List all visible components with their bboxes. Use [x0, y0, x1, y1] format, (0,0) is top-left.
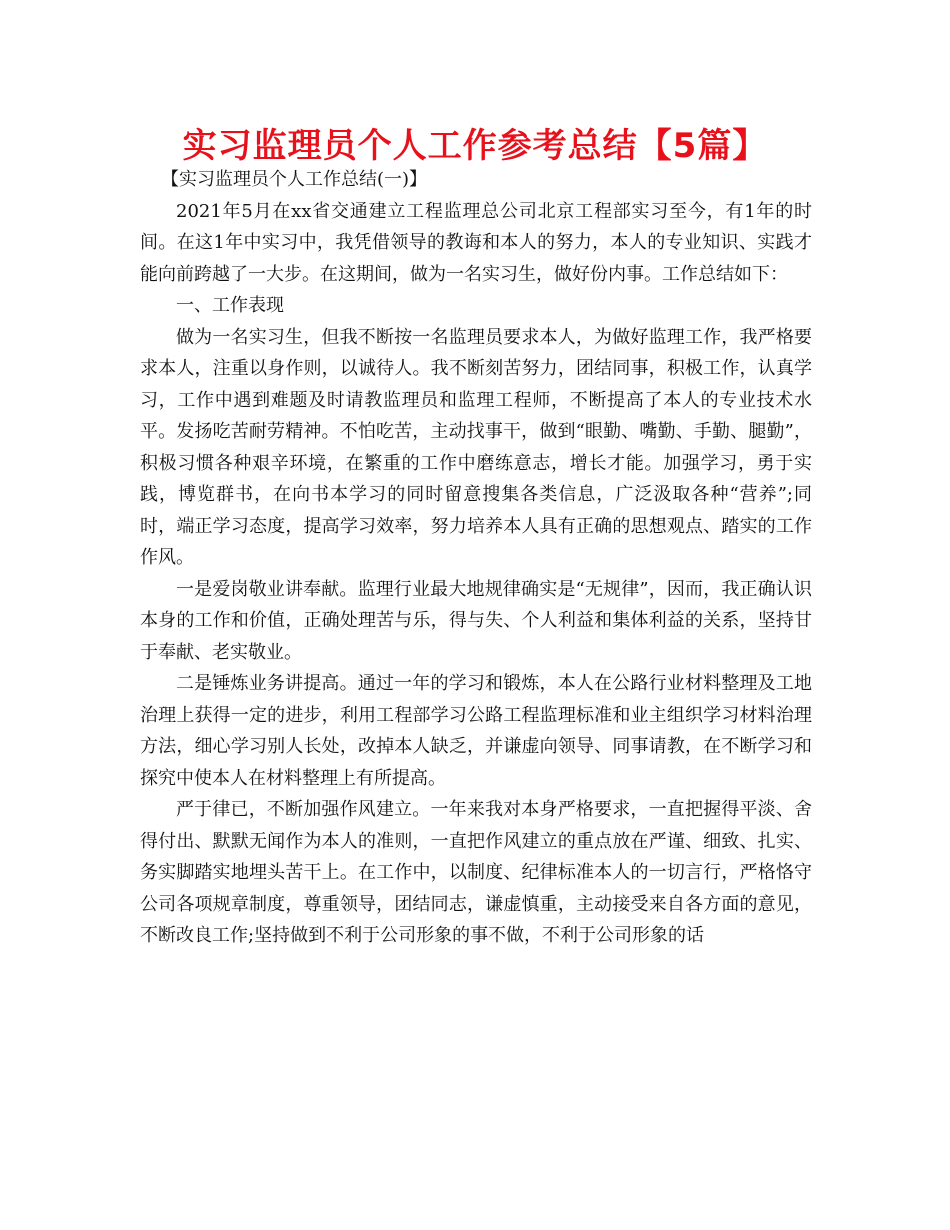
document-title: 实习监理员个人工作参考总结【5篇】	[182, 126, 768, 166]
paragraph-discipline: 严于律已，不断加强作风建立。一年来我对本身严格要求，一直把握得平淡、舍得付出、默默无闻作为本人的准则，一直把作风建立的重点放在严谨、细致、扎实、务实脚踏实地埋头苦干上。在工作中，以制度、纪律标准本人的一切言行，严格恪守公司各项规章制度，尊重领导，团结同志，谦虚慎重，主动接受来自各方面的意见，不断改良工作;坚持做到不利于公司形象的事不做，不利于公司形象的话	[140, 799, 812, 946]
section-subtitle: 【实习监理员个人工作总结(一)】	[161, 169, 428, 190]
section-heading-work-performance: 一、工作表现	[176, 295, 284, 316]
paragraph-dedication: 一是爱岗敬业讲奉献。监理行业最大地规律确实是“无规律”，因而，我正确认识本身的工作和价值，正确处理苦与乐，得与失、个人利益和集体利益的关系，坚持甘于奉献、老实敬业。	[140, 578, 812, 663]
paragraph-work-performance: 做为一名实习生，但我不断按一名监理员要求本人，为做好监理工作，我严格要求本人，注重以身作则，以诚待人。我不断刻苦努力，团结同事，积极工作，认真学习，工作中遇到难题及时请教监理员和监理工程师，不断提高了本人的专业技术水平。发扬吃苦耐劳精神。不怕吃苦，主动找事干，做到“眼勤、嘴勤、手勤、腿勤”，积极习惯各种艰辛环境，在繁重的工作中磨练意志，增长才能。加强学习，勇于实践，博览群书，在向书本学习的同时留意搜集各类信息，广泛汲取各种“营养”;同时，端正学习态度，提高学习效率，努力培养本人具有正确的思想观点、踏实的工作作风。	[140, 326, 812, 568]
document-body	[140, 164, 812, 952]
paragraph-intro: 2021年5月在xx省交通建立工程监理总公司北京工程部实习至今，有1年的时间。在这1年中实习中，我凭借领导的教诲和本人的努力，本人的专业知识、实践才能向前跨越了一大步。在这期间，做为一名实习生，做好份内事。工作总结如下：	[140, 200, 812, 285]
paragraph-skills: 二是锤炼业务讲提高。通过一年的学习和锻炼，本人在公路行业材料整理及工地治理上获得一定的进步，利用工程部学习公路工程监理标准和业主组织学习材料治理方法，细心学习别人长处，改掉本人缺乏，并谦虚向领导、同事请教，在不断学习和探究中使本人在材料整理上有所提高。	[140, 673, 812, 789]
